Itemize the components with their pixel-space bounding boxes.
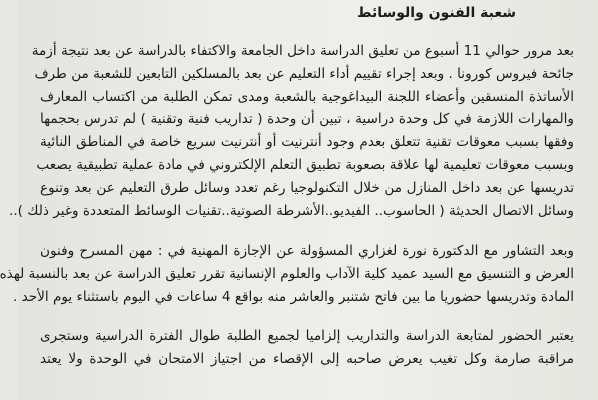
paragraph-line: مراقبة صارمة وكل تغيب يعرض صاحبه إلى الإقصاء من اجتياز الامتحان في الوحدة ولا يعتد (40, 350, 574, 367)
paragraph-1 (9, 40, 574, 222)
paragraph-line: تدريسها عن بعد داخل المنازل من خلال التكنولوجيا رغم تعدد وسائل طرق التعليم عن بعد وتنوع (40, 179, 574, 196)
paragraph-line: وبسبب معوقات تعليمية لها علاقة بصعوبة تطبيق التعلم الإلكتروني في مادة عملية تطبيقية يصعب (36, 156, 574, 173)
spacer (40, 32, 574, 40)
document-title: شعبة الفنون والوسائط (356, 5, 516, 21)
paragraph-line: الأساتذة المنسقين وأعضاء اللجنة البيداغوجية بالشعبة ومدى تمكن الطلبة من اكتساب المعارف (40, 88, 574, 105)
paragraph-2 (0, 240, 574, 308)
paragraph-line: جائحة فيروس كورونا . وبعد إجراء تقييم أداء التعليم عن بعد بالمسلكين التابعين للشعبة من طرف (34, 65, 574, 82)
paragraph-line: وبعد التشاور مع الدكتورة نورة لغزاري المسؤولة عن الإجازة المهنية في : مهن المسرح وفنون (40, 243, 574, 260)
paragraph-line: بعد مرور حوالي 11 أسبوع من تعليق الدراسة داخل الجامعة والاكتفاء بالدراسة عن بعد نتيجة أزمة (31, 43, 574, 59)
paragraph-line: وفقها بسبب معوقات تقنية تتعلق بعدم وجود أنترنيت أو أنترنيت سريع خاصة في المناطق النائية (40, 134, 574, 151)
paragraph-line: العرض و التنسيق مع السيد عميد كلية الآداب والعلوم الإنسانية تقرر تعليق الدراسة عن بعد بالنسبة لهذه (0, 266, 574, 283)
paragraph-line: يعتبر الحضور لمتابعة الدراسة والتداريب إلزاميا لجميع الطلبة طوال الفترة الدراسية وستجرى (40, 327, 574, 344)
paragraph-line: المادة وتدريسها حضوريا ما بين فاتح شتنبر والعاشر منه بواقع 4 ساعات في اليوم باستثناء يوم الأحد . (12, 288, 574, 305)
spacer (40, 222, 574, 240)
paragraph-line: وسائل الاتصال الحديثة ( الحاسوب.. الفيديو..الأشرطة الصوتية..تقنيات الوسائط المتعددة وغير ذلك ).. (9, 202, 574, 219)
paragraph-3 (40, 325, 574, 371)
spacer (40, 309, 574, 325)
paragraph-line: والمهارات اللازمة في كل وحدة دراسية ، تبين أن وحدة ( تداريب فنية وتقنية ) لم تدرس بحجمها (40, 111, 574, 128)
